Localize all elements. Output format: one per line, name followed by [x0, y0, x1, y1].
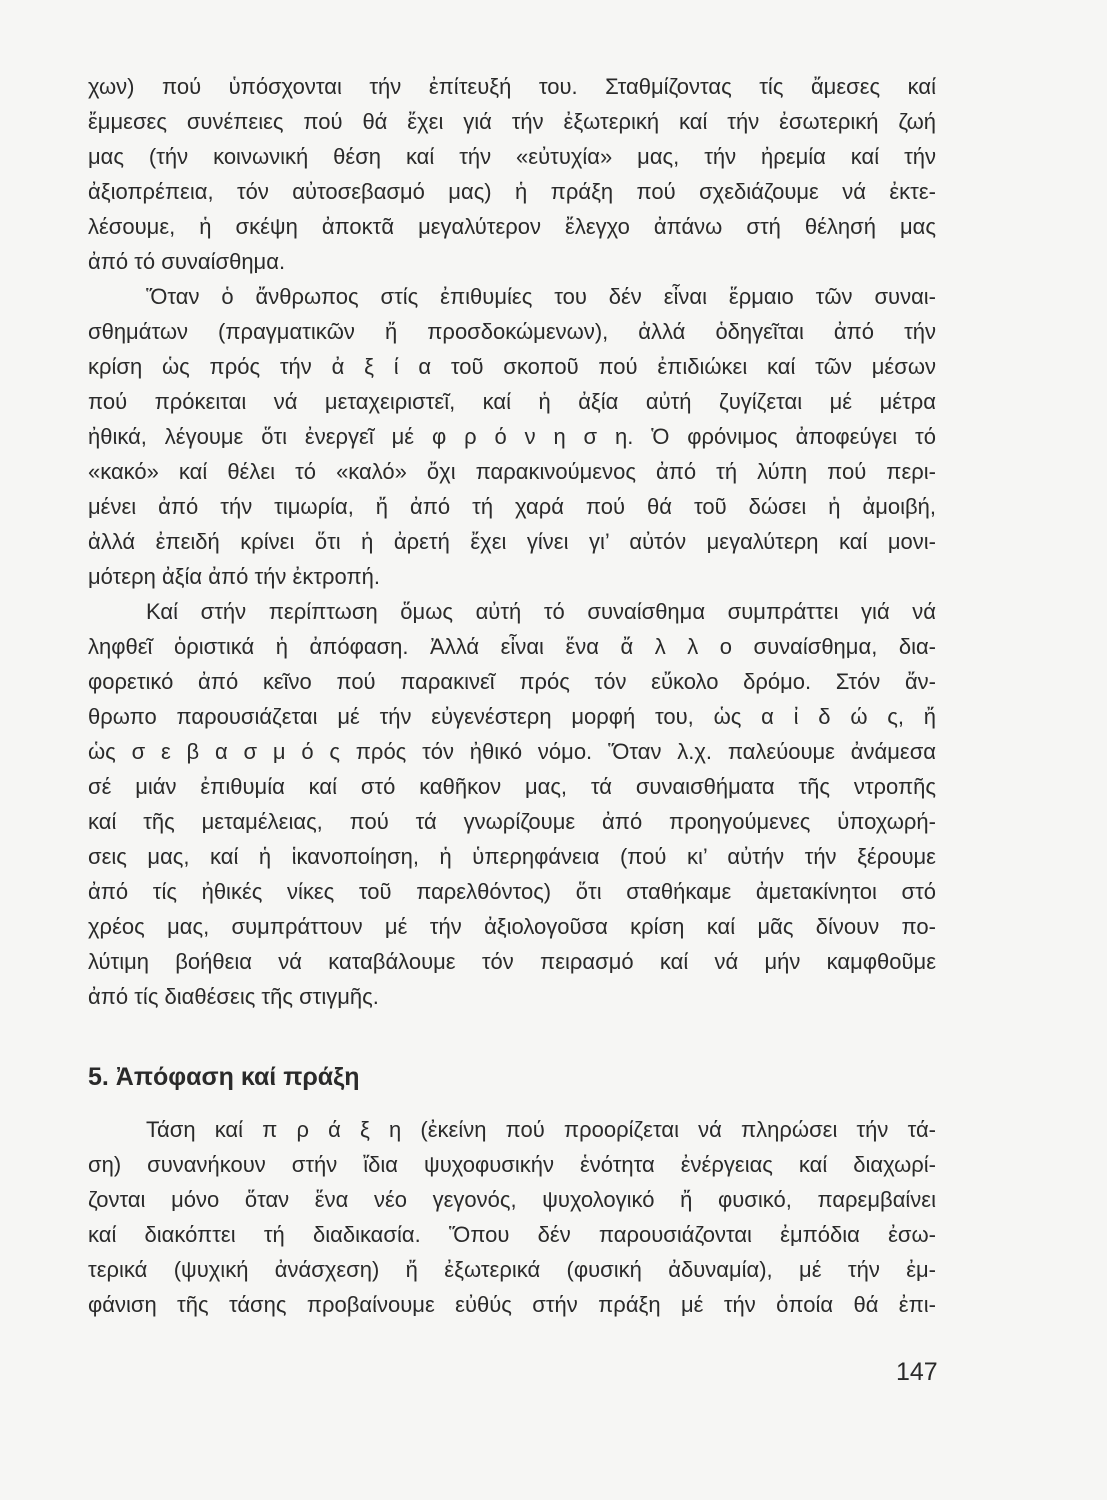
text-line: ἔμμεσες συνέπειες πού θά ἔχει γιά τήν ἐξωτερική καί τήν ἐσωτερική ζωή — [88, 109, 936, 134]
section-heading: 5. Ἀπόφαση καί πράξη — [88, 1063, 360, 1091]
text-line: χρέος μας, συμπράττουν μέ τήν ἀξιολογοῦσα κρίση καί μᾶς δίνουν πο- — [88, 914, 936, 939]
text-line: ἠθικά, λέγουμε ὅτι ἐνεργεῖ μέ φ ρ ό ν η σ η. Ὁ φρόνιμος ἀποφεύγει τό — [88, 424, 936, 449]
text-line: φάνιση τῆς τάσης προβαίνουμε εὐθύς στήν πράξη μέ τήν ὁποία θά ἐπι- — [88, 1292, 936, 1317]
text-line: πού πρόκειται νά μεταχειριστεῖ, καί ἡ ἀξία αὐτή ζυγίζεται μέ μέτρα — [88, 389, 936, 414]
text-line: ζονται μόνο ὅταν ἕνα νέο γεγονός, ψυχολογικό ἤ φυσικό, παρεμβαίνει — [88, 1187, 936, 1212]
text-line: λύτιμη βοήθεια νά καταβάλουμε τόν πειρασμό καί νά μήν καμφθοῦμε — [88, 949, 936, 974]
page-number: 147 — [896, 1358, 938, 1386]
text-line: ἀξιοπρέπεια, τόν αὐτοσεβασμό μας) ἡ πράξη πού σχεδιάζουμε νά ἐκτε- — [88, 179, 936, 204]
text-line: φορετικό ἀπό κεῖνο πού παρακινεῖ πρός τόν εὔκολο δρόμο. Στόν ἄν- — [88, 669, 936, 694]
text-line: μένει ἀπό τήν τιμωρία, ἤ ἀπό τή χαρά πού θά τοῦ δώσει ἡ ἀμοιβή, — [88, 494, 936, 519]
text-line: «κακό» καί θέλει τό «καλό» ὄχι παρακινούμενος ἀπό τή λύπη πού περι- — [88, 459, 936, 484]
text-line: ἀπό τίς ἠθικές νίκες τοῦ παρελθόντος) ὅτι σταθήκαμε ἀμετακίνητοι στό — [88, 879, 936, 904]
text-line: κρίση ὡς πρός τήν ἀ ξ ί α τοῦ σκοποῦ πού ἐπιδιώκει καί τῶν μέσων — [88, 354, 936, 379]
text-line: Ὅταν ὁ ἄνθρωπος στίς ἐπιθυμίες του δέν εἶναι ἕρμαιο τῶν συναι- — [146, 284, 936, 309]
text-line: μας (τήν κοινωνική θέση καί τήν «εὐτυχία» μας, τήν ἠρεμία καί τήν — [88, 144, 936, 169]
text-line: ληφθεῖ ὁριστικά ἡ ἀπόφαση. Ἀλλά εἶναι ἕνα ἄ λ λ ο συναίσθημα, δια- — [88, 634, 936, 659]
text-line: ἀπό τίς διαθέσεις τῆς στιγμῆς. — [88, 984, 379, 1009]
text-line: τερικά (ψυχική ἀνάσχεση) ἤ ἐξωτερικά (φυσική ἀδυναμία), μέ τήν ἐμ- — [88, 1257, 936, 1282]
text-line: λέσουμε, ἡ σκέψη ἀποκτᾶ μεγαλύτερον ἔλεγχο ἀπάνω στή θέλησή μας — [88, 214, 936, 239]
text-line: καί τῆς μεταμέλειας, πού τά γνωρίζουμε ἀπό προηγούμενες ὑποχωρή- — [88, 809, 936, 834]
text-line: ἀλλά ἐπειδή κρίνει ὅτι ἡ ἀρετή ἔχει γίνει γι’ αὐτόν μεγαλύτερη καί μονι- — [88, 529, 936, 554]
text-line: Τάση καί π ρ ά ξ η (ἐκείνη πού προορίζεται νά πληρώσει τήν τά- — [146, 1117, 936, 1142]
text-line: χων) πού ὑπόσχονται τήν ἐπίτευξή του. Σταθμίζοντας τίς ἄμεσες καί — [88, 74, 936, 99]
text-line: σθημάτων (πραγματικῶν ἤ προσδοκώμενων), ἀλλά ὁδηγεῖται ἀπό τήν — [88, 319, 936, 344]
text-line: καί διακόπτει τή διαδικασία. Ὅπου δέν παρουσιάζονται ἐμπόδια ἐσω- — [88, 1222, 936, 1247]
text-line: σεις μας, καί ἡ ἱκανοποίηση, ἡ ὑπερηφάνεια (πού κι’ αὐτήν τήν ξέρουμε — [88, 844, 936, 869]
text-line: μότερη ἀξία ἀπό τήν ἐκτροπή. — [88, 564, 380, 589]
text-line: σέ μιάν ἐπιθυμία καί στό καθῆκον μας, τά συναισθήματα τῆς ντροπῆς — [88, 774, 936, 799]
text-line: ὡς σ ε β α σ μ ό ς πρός τόν ἠθικό νόμο. Ὅταν λ.χ. παλεύουμε ἀνάμεσα — [88, 739, 936, 764]
text-line: θρωπο παρουσιάζεται μέ τήν εὐγενέστερη μορφή του, ὡς α ἰ δ ώ ς, ἤ — [88, 704, 936, 729]
text-line: Καί στήν περίπτωση ὅμως αὐτή τό συναίσθημα συμπράττει γιά νά — [146, 599, 936, 624]
text-line: ση) συνανήκουν στήν ἴδια ψυχοφυσικήν ἑνότητα ἐνέργειας καί διαχωρί- — [88, 1152, 936, 1177]
text-line: ἀπό τό συναίσθημα. — [88, 249, 286, 274]
